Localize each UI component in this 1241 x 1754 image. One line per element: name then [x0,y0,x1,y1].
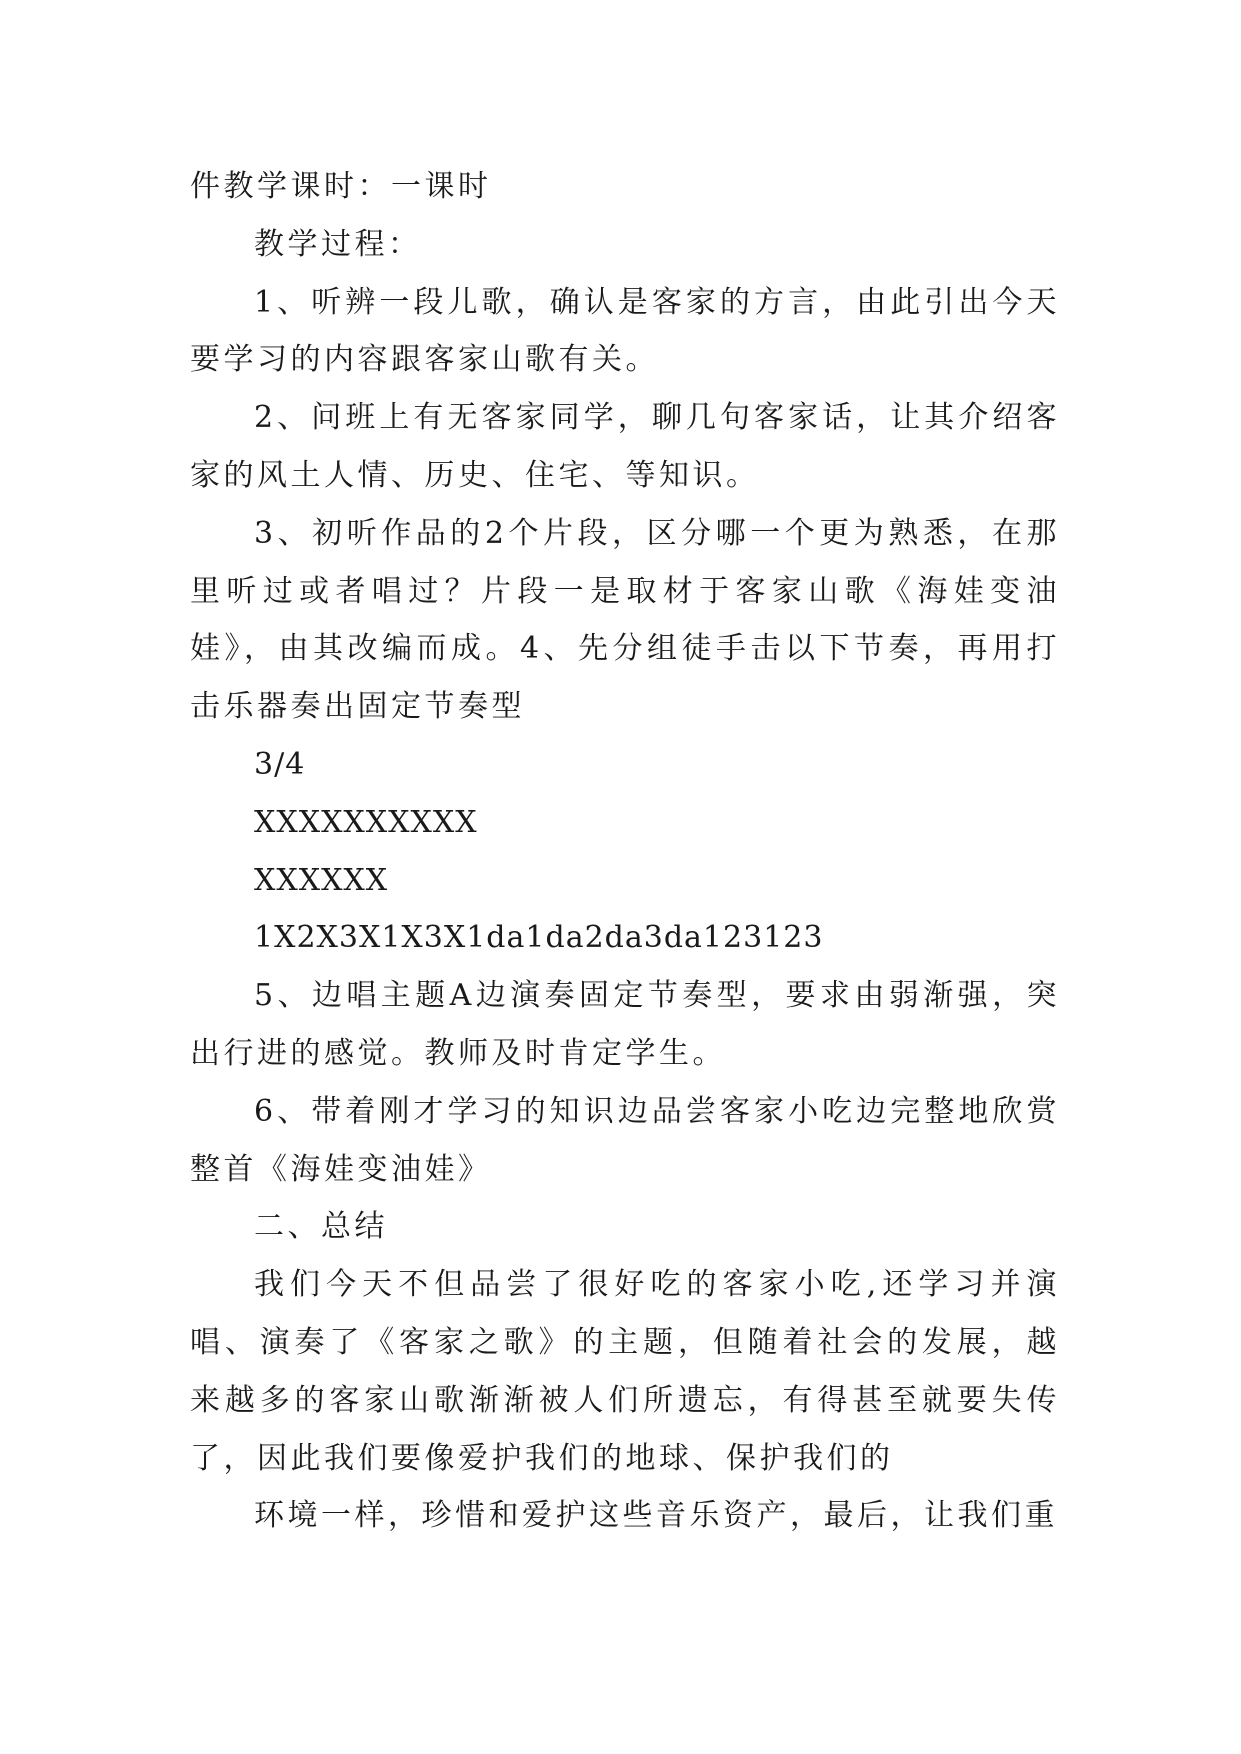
paragraph-step-5: 5、边唱主题A边演奏固定节奏型，要求由弱渐强，突出行进的感觉。教师及时肯定学生。 [190,978,1060,1071]
paragraph-summary-continued: 环境一样，珍惜和爱护这些音乐资产，最后，让我们重 [254,1498,1058,1534]
paragraph-summary-heading: 二、总结 [254,1209,388,1245]
paragraph-teaching-process-heading: 教学过程： [254,226,422,262]
rhythm-time-signature: 3/4 [254,746,306,782]
rhythm-counting-line: 1X2X3X1X3X1da1da2da3da123123 [254,920,824,956]
rhythm-line-2: XXXXXX [254,862,389,898]
paragraph-step-1: 1、听辨一段儿歌，确认是客家的方言，由此引出今天要学习的内容跟客家山歌有关。 [190,284,1060,378]
paragraph-step-6: 6、带着刚才学习的知识边品尝客家小吃边完整地欣赏整首《海娃变油娃》 [190,1093,1060,1187]
paragraph-step-3-4: 3、初听作品的2个片段，区分哪一个更为熟悉，在那里听过或者唱过？片段一是取材于客家山歌《海娃变油娃》，由其改编而成。4、先分组徒手击以下节奏，再用打击乐器奏出固定节奏型 [190,515,1060,725]
rhythm-line-1: XXXXXXXXXX [254,804,478,840]
paragraph-step-2: 2、问班上有无客家同学，聊几句客家话，让其介绍客家的风土人情、历史、住宅、等知识。 [190,400,1060,493]
document-body [190,158,1060,1545]
paragraph-lesson-duration: 件教学课时：一课时 [190,169,492,204]
paragraph-summary-body: 我们今天不但品尝了很好吃的客家小吃,还学习并演唱、演奏了《客家之歌》的主题，但随着社会的发展，越来越多的客家山歌渐渐被人们所遗忘，有得甚至就要失传了，因此我们要像爱护我们的地球、保护我们的 [190,1267,1060,1476]
